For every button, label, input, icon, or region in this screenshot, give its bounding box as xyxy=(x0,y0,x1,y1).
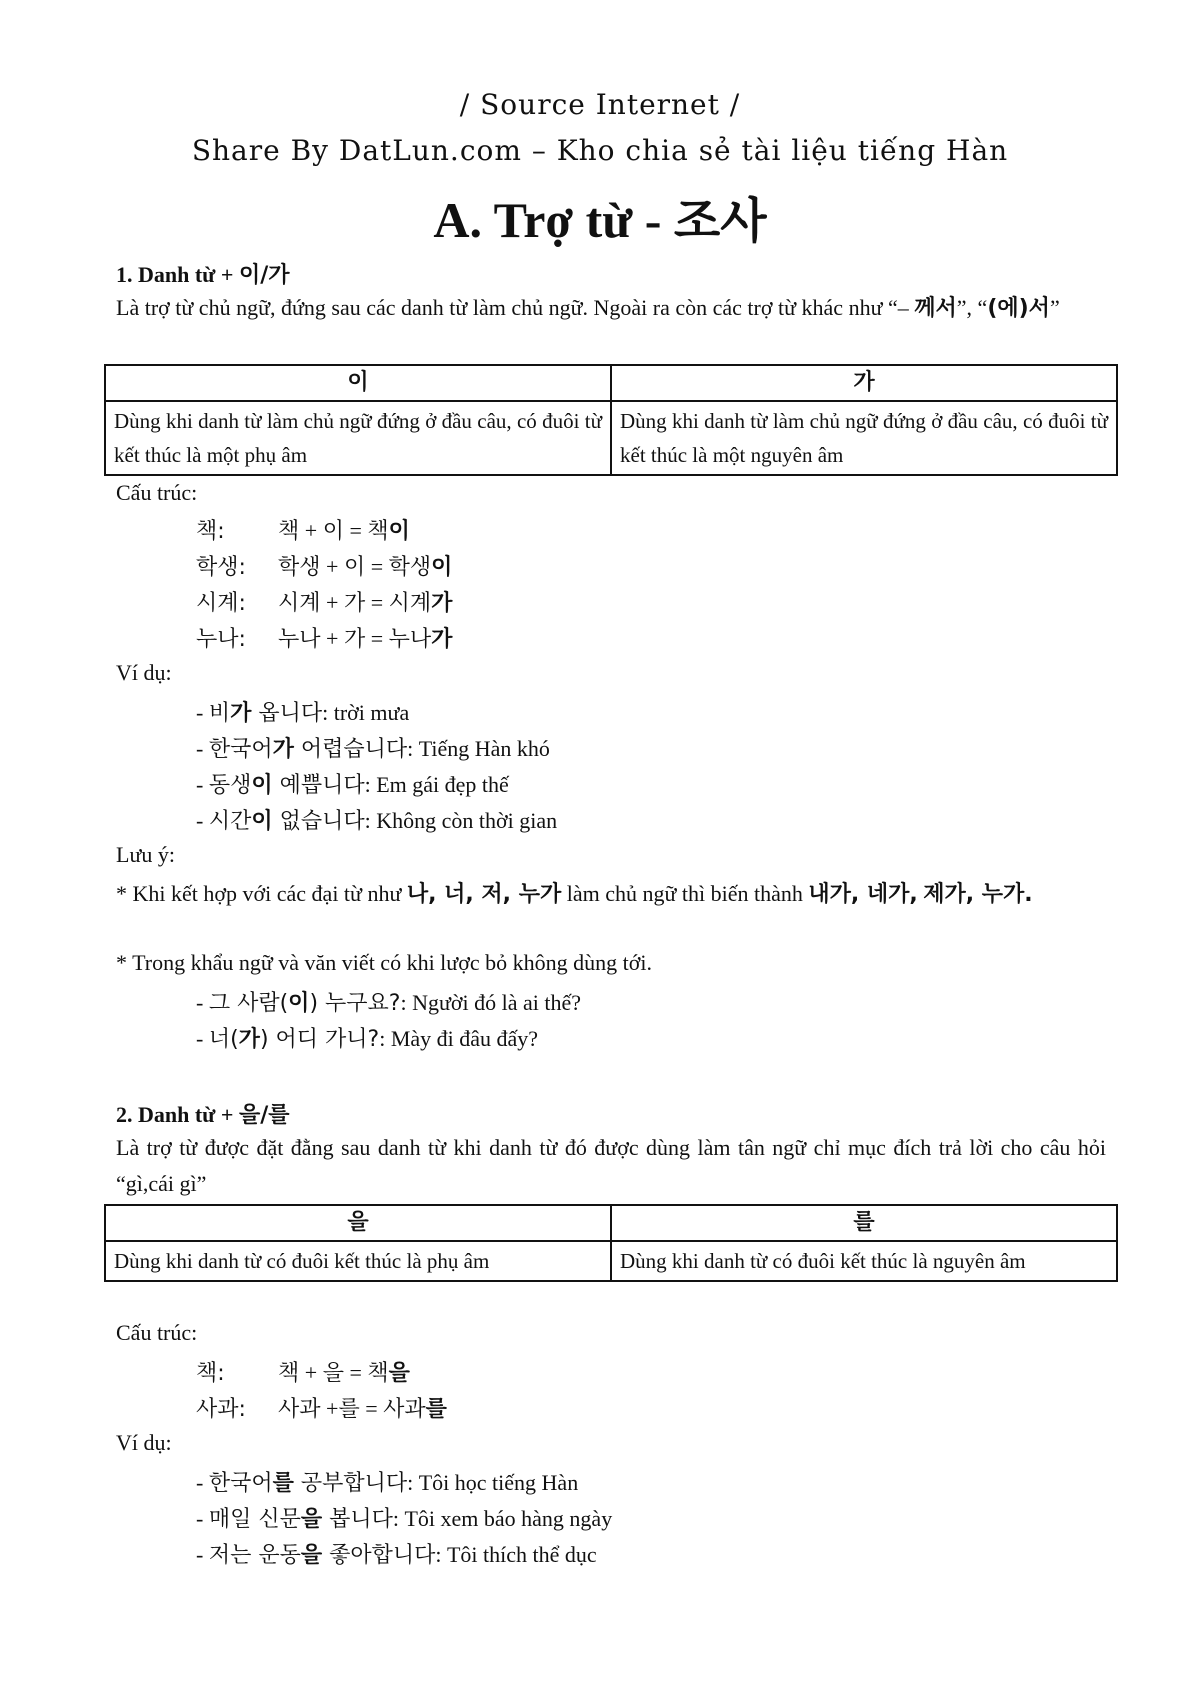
section1-examples-label: Ví dụ: xyxy=(116,660,172,685)
table1-body-col2: Dùng khi danh từ làm chủ ngữ đứng ở đầu câu, có đuôi từ kết thúc là một nguyên âm xyxy=(611,401,1117,475)
section1-intro-text-b: ”, “ xyxy=(956,295,988,320)
structure-row: 책: 책 + 을 = 책을 xyxy=(196,1360,410,1386)
section1-intro-text-a: Là trợ từ chủ ngữ, đứng sau các danh từ làm chủ ngữ. Ngoài ra còn các trợ từ khác như “– xyxy=(116,295,909,320)
list-item: - 비가 옵니다: trời mưa xyxy=(196,700,410,726)
structure-row: 누나: 누나 + 가 = 누나가 xyxy=(196,626,453,652)
list-item: - 시간이 없습니다: Không còn thời gian xyxy=(196,808,558,834)
section1-table xyxy=(104,364,1118,476)
list-item: - 동생이 예쁩니다: Em gái đẹp thế xyxy=(196,772,509,798)
structure-row: 사과: 사과 +를 = 사과를 xyxy=(196,1396,447,1422)
section1-note-label: Lưu ý: xyxy=(116,842,175,867)
section2-heading xyxy=(116,1098,289,1129)
structure-row: 시계: 시계 + 가 = 시계가 xyxy=(196,590,453,616)
share-line: Share By DatLun.com – Kho chia sẻ tài liệu tiếng Hàn xyxy=(191,134,1009,167)
section1-heading-korean: 이/가 xyxy=(238,263,290,288)
list-item: - 한국어를 공부합니다: Tôi học tiếng Hàn xyxy=(196,1470,579,1496)
section2-table xyxy=(104,1204,1118,1282)
list-item: - 그 사람(이) 누구요?: Người đó là ai thế? xyxy=(196,990,582,1016)
list-item: - 한국어가 어렵습니다: Tiếng Hàn khó xyxy=(196,736,550,762)
section2-intro: Là trợ từ được đặt đằng sau danh từ khi danh từ đó được dùng làm tân ngữ chỉ mục đích trả lời cho câu hỏi “gì,cái gì” xyxy=(116,1135,1106,1196)
section2-structure-label: Cấu trúc: xyxy=(116,1320,198,1345)
table2-head-col1: 을 xyxy=(105,1205,611,1241)
section1-intro-text-c: ” xyxy=(1049,295,1060,320)
section2-examples-label: Ví dụ: xyxy=(116,1430,172,1455)
section1-heading xyxy=(116,258,289,289)
list-item: - 저는 운동을 좋아합니다: Tôi thích thể dục xyxy=(196,1542,597,1568)
table2-body-col2: Dùng khi danh từ có đuôi kết thúc là nguyên âm xyxy=(611,1241,1117,1281)
structure-row: 책: 책 + 이 = 책이 xyxy=(196,518,410,544)
table1-body-col1: Dùng khi danh từ làm chủ ngữ đứng ở đầu câu, có đuôi từ kết thúc là một phụ âm xyxy=(105,401,611,475)
section1-note-2: * Trong khẩu ngữ và văn viết có khi lược bỏ không dùng tới. xyxy=(116,950,652,975)
table1-head-col1: 이 xyxy=(105,365,611,401)
section1-heading-text: 1. Danh từ + xyxy=(116,262,239,287)
section1-intro xyxy=(116,290,1106,327)
section2-heading-korean: 을/를 xyxy=(238,1103,290,1128)
title-korean: 조사 xyxy=(673,193,767,249)
section2-heading-text: 2. Danh từ + xyxy=(116,1102,239,1127)
section1-note-1: * Khi kết hợp với các đại từ như 나, 너, 저, 누가 làm chủ ngữ thì biến thành 내가, 네가, 제가, 누가. xyxy=(116,881,1033,907)
page-title xyxy=(0,182,1200,251)
section1-intro-korean-2: (에)서 xyxy=(987,296,1050,321)
title-text: A. Trợ từ - xyxy=(433,192,674,248)
list-item: - 매일 신문을 봅니다: Tôi xem báo hàng ngày xyxy=(196,1506,613,1532)
section1-intro-korean-1: 께서 xyxy=(914,296,957,321)
section1-structure-label: Cấu trúc: xyxy=(116,480,198,505)
table1-head-col2: 가 xyxy=(611,365,1117,401)
list-item: - 너(가) 어디 가니?: Mày đi đâu đấy? xyxy=(196,1026,539,1052)
table2-body-col1: Dùng khi danh từ có đuôi kết thúc là phụ âm xyxy=(105,1241,611,1281)
structure-row: 학생: 학생 + 이 = 학생이 xyxy=(196,554,453,580)
table2-head-col2: 를 xyxy=(611,1205,1117,1241)
source-line: / Source Internet / xyxy=(459,88,741,121)
